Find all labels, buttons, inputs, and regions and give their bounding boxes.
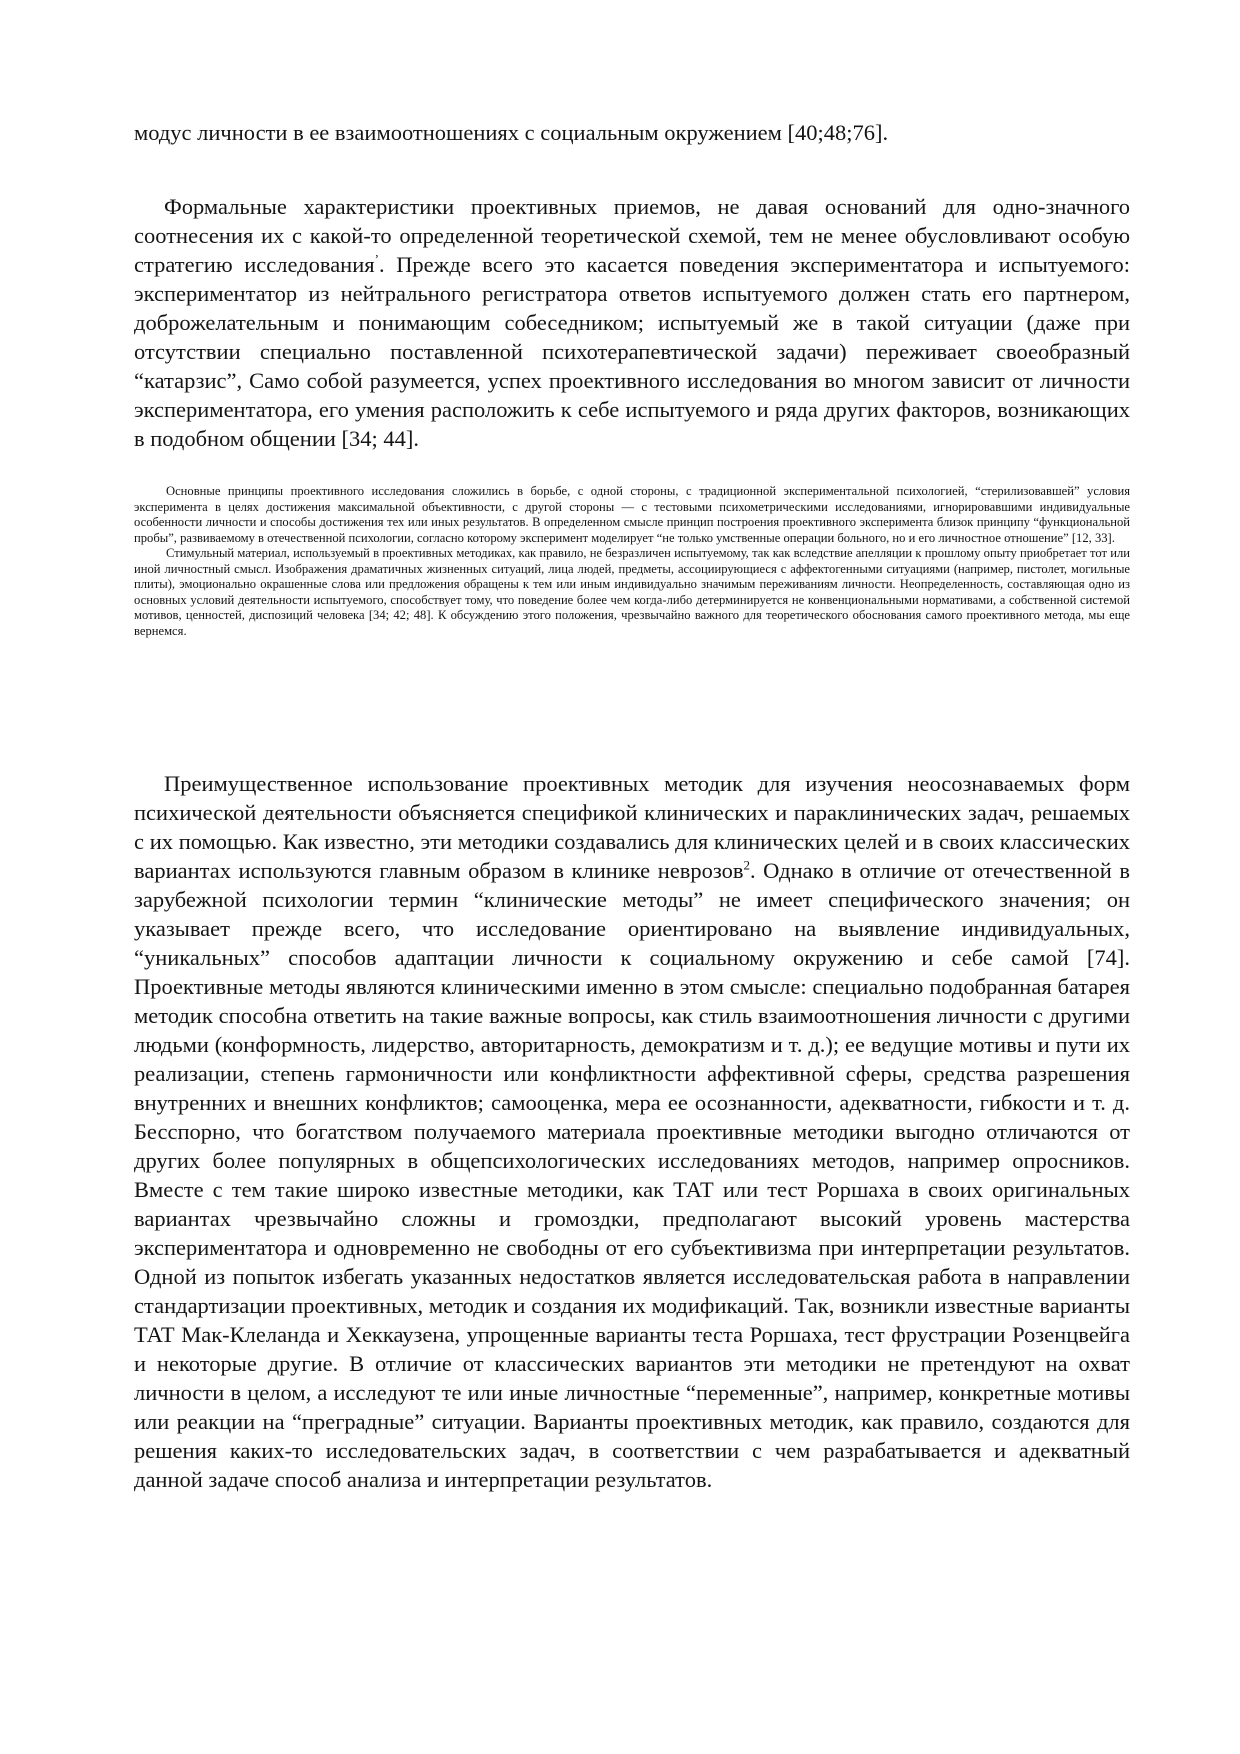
footnotes-block [134, 484, 1130, 639]
footnote-mark: 2 [743, 857, 750, 873]
paragraph-formal-characteristics [134, 192, 1130, 453]
paragraph-text: Формальные характеристики проективных приемов, не давая оснований для одно-значного соотнесения их с какой-то определенной теоретической схемой, тем не менее обусловливают особую стратегию исследования [134, 194, 1130, 277]
paragraph-text-continued: . Прежде всего это касается поведения экспериментатора и испытуемого: экспериментатор из нейтрального регистратора ответов испытуемого должен стать его партнером, доброжелательным и понимающим собеседником; испытуемый же в такой ситуации (даже при отсутствии специально поставленной психотерапевтической задачи) переживает своеобразный “катарзис”, Само собой разумеется, успех проективного исследования во многом зависит от личности экспериментатора, его умения расположить к себе испытуемого и ряда других факторов, возникающих в подобном общении [34; 44]. [134, 252, 1130, 451]
paragraph-text-continued: . Однако в отличие от отечественной в зарубежной психологии термин “клинические методы” не имеет специфического значения; он указывает прежде всего, что исследование ориентировано на выявление индивидуальных, “уникальных” способов адаптации личности к социальному окружению и себе самой [74]. Проективные методы являются клиническими именно в этом смысле: специально подобранная батарея методик способна ответить на такие важные вопросы, как стиль взаимоотношения личности с другими людьми (конформность, лидерство, авторитарность, демократизм и т. д.); ее ведущие мотивы и пути их реализации, степень гармоничности или конфликтности аффективной сферы, средства разрешения внутренних и внешних конфликтов; самооценка, мера ее осознанности, адекватности, гибкости и т. д. Бесспорно, что богатством получаемого материала проективные методики выгодно отличаются от других более популярных в общепсихологических исследованиях методов, например опросников. Вместе с тем такие широко известные методики, как ТАТ или тест Роршаха в своих оригинальных вариантах чрезвычайно сложны и громоздки, предполагают высокий уровень мастерства экспериментатора и одновременно не свободны от его субъективизма при интерпретации результатов. Одной из попыток избегать указанных недостатков является исследовательская работа в направлении стандартизации проективных, методик и создания их модификаций. Так, возникли известные варианты ТАТ Мак-Клеланда и Хеккаузена, упрощенные варианты теста Роршаха, тест фрустрации Розенцвейга и некоторые другие. В отличие от классических вариантов эти методики не претендуют на охват личности в целом, а исследуют те или иные личностные “переменные”, например, конкретные мотивы или реакции на “преградные” ситуации. Варианты проективных методик, как правило, создаются для решения каких-то исследовательских задач, в соответствии с чем разрабатывается и адекватный данной задаче способ анализа и интерпретации результатов. [134, 858, 1130, 1492]
paragraph-text: Преимущественное использование проективных методик для изучения неосознаваемых форм психической деятельности объясняется спецификой клинических и параклинических задач, решаемых с их помощью. Как известно, эти методики создавались для клинических целей и в своих классических вариантах используются главным образом в клинике неврозов [134, 771, 1130, 883]
paragraph-projective-methods [134, 769, 1130, 1494]
lead-line: модус личности в ее взаимоотношениях с социальным окружением [40;48;76]. [134, 120, 889, 145]
footnote-2: Стимульный материал, используемый в проективных методиках, как правило, не безразличен испытуемому, так как вследствие апелляции к прошлому опыту приобретает тот или иной личностный смысл. Изображения драматичных жизненных ситуаций, лица людей, предметы, ассоциирующиеся с аффектогенными ситуациями (например, пистолет, могильные плиты), эмоционально окрашенные слова или предложения обращены к тем или иным индивидуально значимым переживаниям личности. Неопределенность, составляющая одно из основных условий деятельности испытуемого, способствует тому, что поведение более чем когда-либо детерминируется не конвенциональными нормативами, а собственной системой мотивов, ценностей, диспозиций человека [34; 42; 48]. К обсуждению этого положения, чрезвычайно важного для теоретического обоснования самого проективного метода, мы еще вернемся. [134, 546, 1130, 638]
footnote-1: Основные принципы проективного исследования сложились в борьбе, с одной стороны, с традиционной экспериментальной психологией, “стерилизовавшей” условия эксперимента в целях достижения максимальной объективности, с другой стороны — с тестовыми психометрическими исследованиями, игнорировавшими индивидуальные особенности личности и способы достижения тех или иных результатов. В определенном смысле принцип построения проективного эксперимента близок принципу “функциональной пробы”, развиваемому в отечественной психологии, согласно которому эксперимент моделирует “не только умственные операции больного, но и его личностное отношение” [12, 33]. [134, 484, 1130, 545]
footnote-mark: ’ [374, 251, 379, 267]
